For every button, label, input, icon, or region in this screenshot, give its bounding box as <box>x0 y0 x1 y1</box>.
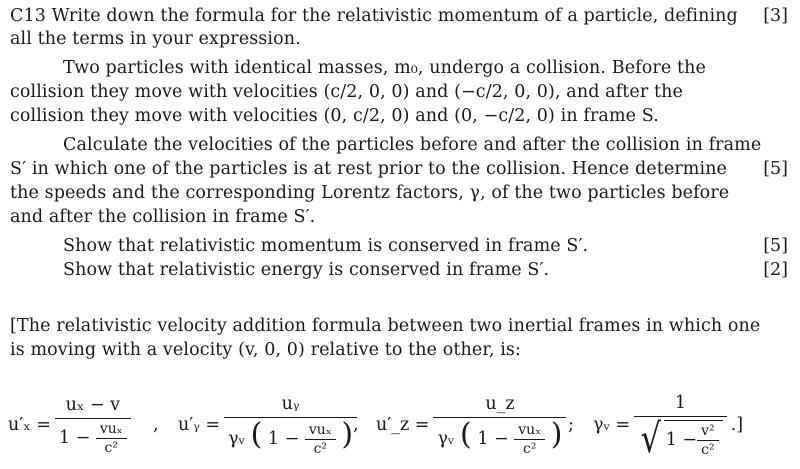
question-line-6: Calculate the velocities of the particles before and after the collision in frame <box>63 135 762 155</box>
uz-inner-num: vuₓ <box>518 422 542 438</box>
gamma-inner-fraction <box>699 423 717 458</box>
gamma-inner-den: c² <box>701 441 715 458</box>
uy-one-minus: 1 − <box>267 429 300 449</box>
uz-inner-fraction <box>516 422 543 457</box>
ux-fraction <box>55 394 131 456</box>
ux-inner-fraction <box>98 421 125 456</box>
question-line-8: the speeds and the corresponding Lorentz factors, γ, of the two particles before <box>10 183 730 203</box>
question-line-10: Show that relativistic momentum is conserved in frame S′. <box>63 236 589 256</box>
separator-3: ; <box>568 415 574 435</box>
gamma-inner-num: v² <box>701 422 715 439</box>
separator-1: , <box>153 415 159 435</box>
gamma-denominator <box>634 415 726 462</box>
ux-inner-num: vuₓ <box>99 421 123 437</box>
formula-closing-bracket: .] <box>730 415 744 435</box>
formula-ux <box>8 384 135 466</box>
gamma-one-minus: 1 − <box>665 430 698 450</box>
sqrt-symbol: √ 1 − v² c² <box>638 419 722 459</box>
velocity-addition-formula <box>8 384 788 466</box>
uy-inner-num: vuₓ <box>308 422 332 438</box>
question-line-12: [The relativistic velocity addition formula between two inertial frames in which one <box>10 316 761 336</box>
ux-denominator <box>55 421 131 456</box>
formula-uy <box>178 384 361 466</box>
uz-fraction <box>433 393 566 457</box>
ux-lhs: u′ₓ = <box>8 415 51 435</box>
mark-2: [2] <box>763 260 788 280</box>
gamma-fraction <box>634 392 726 462</box>
ux-den-one-minus: 1 − <box>58 428 91 448</box>
question-line-9: and after the collision in frame S′. <box>10 207 316 227</box>
uy-gamma: γᵥ <box>228 429 246 449</box>
gamma-numerator: 1 <box>674 392 686 413</box>
uy-inner-den: c² <box>313 441 328 457</box>
question-line-1: C13 Write down the formula for the relativistic momentum of a particle, defining <box>10 6 738 26</box>
mark-5b: [5] <box>763 236 788 256</box>
mark-3: [3] <box>763 6 788 26</box>
uy-lhs: u′ᵧ = <box>178 415 221 435</box>
uz-inner-den: c² <box>522 441 537 457</box>
formula-gamma <box>593 384 743 466</box>
uz-lhs: u′_z = <box>376 415 430 435</box>
question-line-3: Two particles with identical masses, m₀, undergo a collision. Before the <box>63 58 706 78</box>
question-line-2: all the terms in your expression. <box>10 29 301 49</box>
ux-inner-den: c² <box>104 440 118 456</box>
uy-denominator: γᵥ ( 1 − vuₓ c² ) <box>228 417 354 457</box>
question-line-5: collision they move with velocities (0, c/2, 0) and (0, −c/2, 0) in frame S. <box>10 106 659 126</box>
uy-fraction <box>224 393 357 457</box>
question-line-7: S′ in which one of the particles is at rest prior to the collision. Hence determine <box>10 159 728 179</box>
uz-numerator: u_z <box>485 394 515 414</box>
gamma-lhs: γᵥ = <box>593 415 631 435</box>
formula-uz <box>376 384 570 466</box>
uy-inner-fraction <box>307 422 334 457</box>
question-line-11: Show that relativistic energy is conserved in frame S′. <box>63 260 550 280</box>
question-line-4: collision they move with velocities (c/2, 0, 0) and (−c/2, 0, 0), and after the <box>10 82 683 102</box>
uz-one-minus: 1 − <box>477 429 509 449</box>
mark-5a: [5] <box>763 159 788 179</box>
uy-numerator: uᵧ <box>281 394 300 414</box>
ux-numerator: uₓ − v <box>65 395 120 415</box>
uz-gamma: γᵥ <box>437 429 455 449</box>
question-line-13: is moving with a velocity (v, 0, 0) relative to the other, is: <box>10 340 522 360</box>
uz-denominator: γᵥ ( 1 − vuₓ c² ) <box>437 417 563 457</box>
separator-2: , <box>353 415 359 435</box>
